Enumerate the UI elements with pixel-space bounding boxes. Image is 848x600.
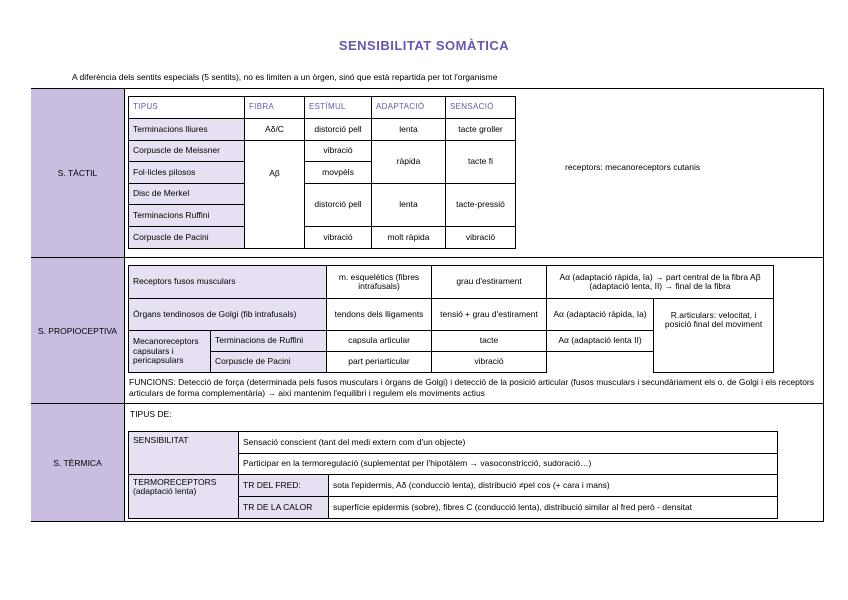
section-divider bbox=[31, 403, 824, 404]
estimul-cell: vibració bbox=[305, 227, 372, 249]
tr-fred-cell: TR DEL FRED: bbox=[239, 475, 329, 497]
receptor-cell: Terminacions de Ruffini bbox=[211, 331, 327, 352]
termoreceptors-cell: TERMORECEPTORS (adaptació lenta) bbox=[129, 475, 239, 519]
adaptacio-cell: ràpida bbox=[372, 141, 446, 184]
receptor-cell: Òrgans tendinosos de Golgi (fib intrafusals) bbox=[129, 299, 327, 331]
adaptacio-cell: lenta bbox=[372, 184, 446, 227]
sensacio-cell: tacte-pressió bbox=[446, 184, 516, 227]
empty-cell bbox=[547, 352, 654, 373]
tipus-cell: Disc de Merkel bbox=[129, 184, 245, 205]
sensacio-cell: tacte fi bbox=[446, 141, 516, 184]
header-tipus: TIPUS bbox=[129, 97, 245, 119]
estimul-cell: grau d'estirament bbox=[432, 266, 547, 299]
receptor-cell: Receptors fusos musculars bbox=[129, 266, 327, 299]
localitzacio-cell: part periarticular bbox=[327, 352, 432, 373]
tipus-label: TIPUS DE: bbox=[130, 409, 172, 419]
adaptacio-cell: molt ràpida bbox=[372, 227, 446, 249]
section-label-tactil: S. TÀCTIL bbox=[31, 89, 125, 257]
estimul-cell: distorció pell bbox=[305, 119, 372, 141]
sensibilitat-desc-cell: Participar en la termoregulació (suplementat per l'hipotàlem → vasoconstricció, sudoració…) bbox=[239, 454, 778, 475]
fibra-cell: Aβ bbox=[245, 141, 305, 249]
propio-table bbox=[128, 265, 774, 373]
tactil-note: receptors: mecanoreceptors cutanis bbox=[565, 162, 701, 172]
header-fibra: FIBRA bbox=[245, 97, 305, 119]
termica-table bbox=[128, 431, 778, 519]
adaptacio-cell: lenta bbox=[372, 119, 446, 141]
localitzacio-cell: m. esquelètics (fibres intrafusals) bbox=[327, 266, 432, 299]
section-label-termica: S. TÈRMICA bbox=[31, 404, 125, 521]
header-sensacio: SENSACIÓ bbox=[446, 97, 516, 119]
estimul-cell: movpèls bbox=[305, 162, 372, 184]
funcions-text: FUNCIONS: Detecció de força (determinada pels fusos musculars i òrgans de Golgi) i detecció de la posició articular (fusos musculars i secundàriament els o. de Golgi i els receptors articulars de forma complementària) → així mantenim l'equilibri i regulem els moviments actius bbox=[129, 377, 815, 398]
estimul-cell: vibració bbox=[305, 141, 372, 162]
tipus-cell: Corpuscle de Meissner bbox=[129, 141, 245, 162]
estimul-cell: tacte bbox=[432, 331, 547, 352]
sensibilitat-desc-cell: Sensació conscient (tant del medi extern com d'un objecte) bbox=[239, 432, 778, 454]
tactil-table bbox=[128, 96, 516, 249]
tipus-cell: Corpuscle de Pacini bbox=[129, 227, 245, 249]
estimul-cell: tensió + grau d'estirament bbox=[432, 299, 547, 331]
estimul-cell: vibració bbox=[432, 352, 547, 373]
tr-calor-cell: TR DE LA CALOR bbox=[239, 497, 329, 519]
articulars-note-cell: R.articulars: velocitat, i posició final del moviment bbox=[654, 299, 774, 373]
fibra-cell: Aα (adaptació ràpida, Ia) bbox=[547, 299, 654, 331]
header-estimul: ESTÍMUL bbox=[305, 97, 372, 119]
fibra-cell: Aα (adaptació ràpida, Ia) → part central de la fibra Aβ (adaptació lenta, II) → final de la fibra bbox=[547, 266, 774, 299]
tr-calor-desc-cell: superfície epidermis (sobre), fibres C (conducció lenta), distribució similar al fred però - densitat bbox=[329, 497, 778, 519]
section-label-propioceptiva: S. PROPIOCEPTIVA bbox=[31, 258, 125, 403]
estimul-cell: distorció pell bbox=[305, 184, 372, 227]
sensibilitat-cell: SENSIBILITAT bbox=[129, 432, 239, 475]
section-divider bbox=[31, 257, 824, 258]
tipus-cell: Fol·licles pilosos bbox=[129, 162, 245, 184]
tipus-cell: Terminacions Ruffini bbox=[129, 205, 245, 227]
tipus-cell: Terminacions lliures bbox=[129, 119, 245, 141]
page-title: SENSIBILITAT SOMÀTICA bbox=[338, 38, 510, 53]
localitzacio-cell: tendons dels lligaments bbox=[327, 299, 432, 331]
mecanoreceptors-cell: Mecanoreceptors capsulars i pericapsulars bbox=[129, 331, 211, 373]
sensacio-cell: tacte groller bbox=[446, 119, 516, 141]
intro-text: A diferència dels sentits especials (5 sentits), no es limiten a un òrgen, sinó que està repartida per tot l'organisme bbox=[72, 72, 498, 82]
fibra-cell: Aδ/C bbox=[245, 119, 305, 141]
fibra-cell: Aα (adaptació lenta II) bbox=[547, 331, 654, 352]
header-adaptacio: ADAPTACIÓ bbox=[372, 97, 446, 119]
receptor-cell: Corpuscle de Pacini bbox=[211, 352, 327, 373]
localitzacio-cell: capsula articular bbox=[327, 331, 432, 352]
tr-fred-desc-cell: sota l'epidermis, Aδ (conducció lenta), distribució ≠pel cos (+ cara i mans) bbox=[329, 475, 778, 497]
sensacio-cell: vibració bbox=[446, 227, 516, 249]
